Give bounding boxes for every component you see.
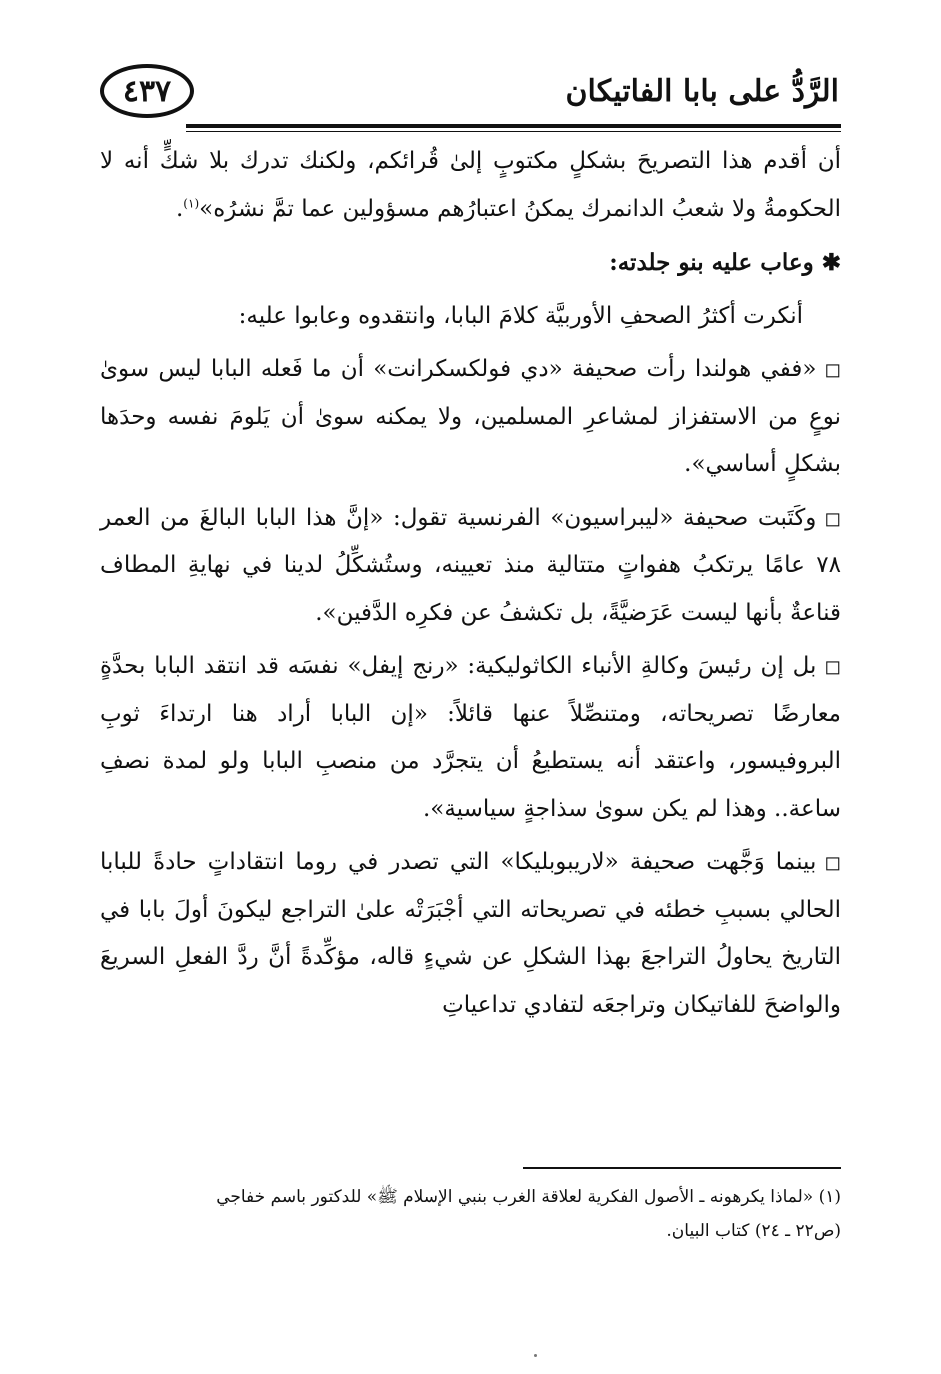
square-bullet-icon: ◻ <box>824 357 841 381</box>
paragraph-text: أنكرت أكثرُ الصحفِ الأوربيَّة كلامَ البابا، وانتقدوه وعابوا عليه: <box>238 302 803 329</box>
paragraph-end: . <box>175 195 184 222</box>
paragraph-text: بل إن رئيسَ وكالةِ الأنباء الكاثوليكية: «رنج إيفل» نفسَه قد انتقد البابا بحدَّةٍ معارضًا تصريحاته، ومتنصِّلاً عنها قائلاً: «إن البابا أراد هنا ارتداءَ ثوبِ البروفيسور، واعتقد أنه يستطيعُ أن يتجرَّد من منصبِ البابا ولو لمدة نصفِ ساعة.. وهذا لم يكن سوىٰ سذاجةٍ سياسية». <box>100 653 841 822</box>
header-rule-thin <box>186 131 841 132</box>
paragraph-text: بينما وَجَّهت صحيفة «لاريبوبليكا» التي تصدر في روما انتقاداتٍ حادةً للبابا الحالي بسببِ خطئه في تصريحاته التي أجْبَرَتْه علىٰ التراجع ليكونَ أولَ بابا في التاريخ يحاولُ التراجعَ بهذا الشكلِ عن شيءٍ قاله، مؤكِّدةً أنَّ ردَّ الفعلِ السريعَ والواضحَ للفاتيكان وتراجعَه لتفادي تداعياتِ <box>100 849 841 1018</box>
paragraph-text: «ففي هولندا رأت صحيفة «دي فولكسكرانت» أن ما فَعله البابا ليس سوىٰ نوعٍ من الاستفزاز لمشاعرِ المسلمين، ولا يمكنه سوىٰ أن يَلومَ نفسه وحدَها بشكلٍ أساسي». <box>100 356 841 477</box>
running-title: الرَّدُّ على بابا الفاتيكان <box>565 74 839 109</box>
paragraph <box>100 643 841 833</box>
star-icon: ✱ <box>821 249 841 276</box>
footnotes <box>100 1180 841 1248</box>
header-rule <box>186 124 841 128</box>
page-header <box>100 62 841 138</box>
paragraph <box>100 138 841 233</box>
paragraph <box>100 495 841 638</box>
square-bullet-icon: ◻ <box>824 505 841 530</box>
section-heading-text: وعاب عليه بنو جلدته: <box>609 249 814 276</box>
page-number: ٤٣٧ <box>122 73 172 109</box>
footnote-line: (ص٢٢ ـ ٢٤) كتاب البيان. <box>666 1221 841 1241</box>
paragraph <box>100 346 841 489</box>
page-number-badge <box>100 64 194 118</box>
footnote-separator <box>523 1167 841 1169</box>
print-speck <box>534 1354 537 1357</box>
section-heading <box>100 239 841 287</box>
paragraph-text: وكَتَبت صحيفة «ليبراسيون» الفرنسية تقول: «إنَّ هذا البابا البالغَ من العمر ٧٨ عامًا يرتكبُ هفواتٍ متتالية منذ تعيينه، وستُشكِّلُ لدينا في نهايةِ المطاف قناعةٌ بأنها ليست عَرَضيَّةً، بل تكشفُ عن فكرِه الدَّفين». <box>100 504 841 626</box>
paragraph <box>100 839 841 1029</box>
footnote-line: (١) «لماذا يكرهونه ـ الأصول الفكرية لعلاقة الغرب بنبي الإسلام ﷺ» للدكتور باسم خفاجي <box>216 1187 841 1207</box>
paragraph <box>100 293 841 341</box>
paragraph-text: أن أقدم هذا التصريحَ بشكلٍ مكتوبٍ إلىٰ قُرائكم، ولكنك تدرك بلا شكٍّ أنه لا الحكومةُ ولا شعبُ الدانمرك يمكنُ اعتبارُهم مسؤولين عما تمَّ نشرُه» <box>100 148 841 222</box>
footnote-reference: (١) <box>183 195 200 210</box>
square-bullet-icon: ◻ <box>824 654 841 678</box>
square-bullet-icon: ◻ <box>824 850 841 874</box>
main-text <box>100 138 841 1029</box>
